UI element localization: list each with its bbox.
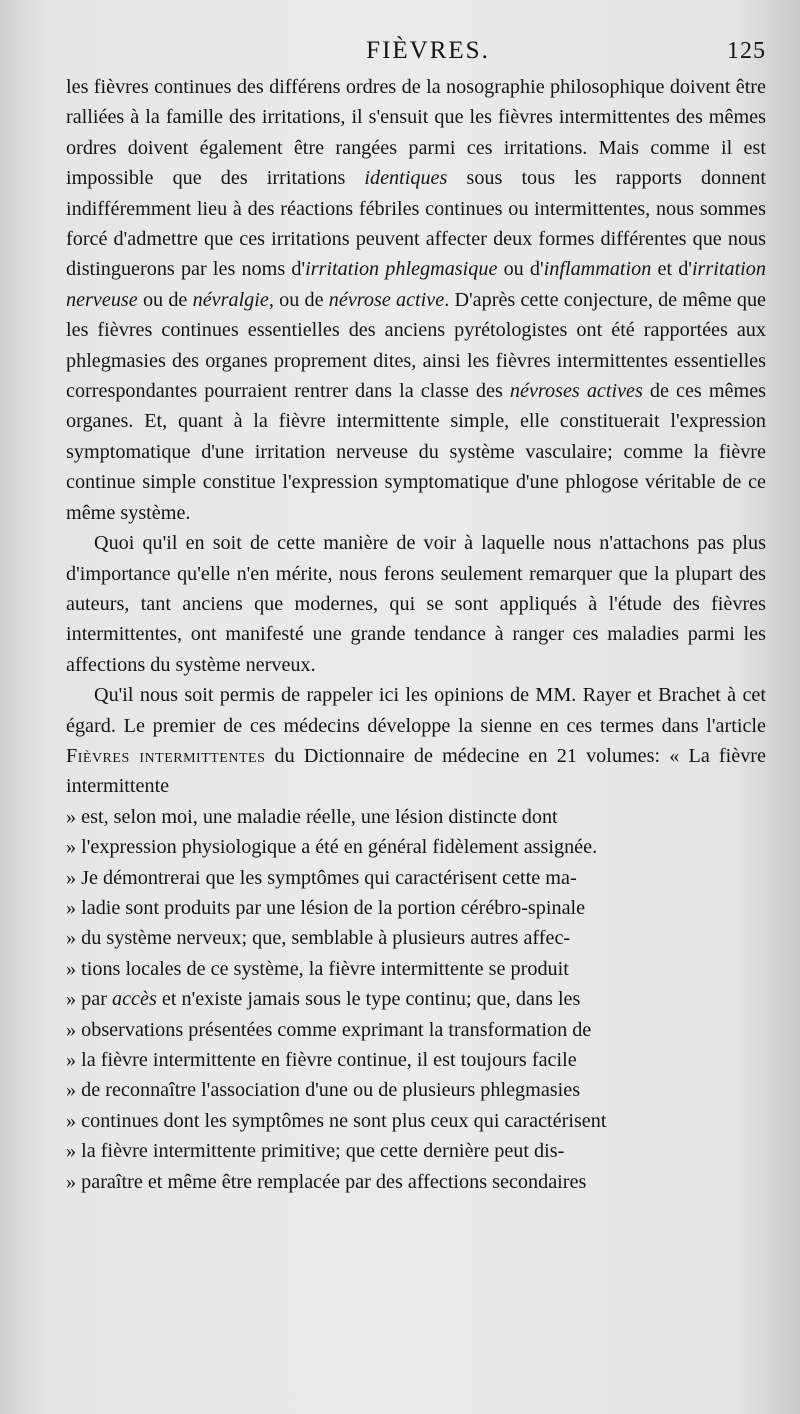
p1-text-6: , ou de (268, 288, 329, 311)
quote-line-acces (66, 984, 766, 1014)
quote-line: » Je démontrerai que les symptômes qui caractérisent cette ma- (66, 863, 766, 893)
quote-line: » tions locales de ce système, la fièvre intermittente se produit (66, 954, 766, 984)
paragraph-3 (66, 680, 766, 802)
body-text (66, 72, 766, 1197)
p1-text-1: les fièvres continues des différens ordres de la nosographie philosophique doivent être ralliées à la famille des irritations, il s'ensuit que les fièvres intermittentes des mêmes ordres doivent également être rangées parmi ces irritations. Mais comme il est impossible que des irritations (66, 76, 766, 190)
running-title: FIÈVRES. (366, 37, 490, 64)
quote-acces-before: par (81, 988, 112, 1011)
quote-line: » observations présentées comme exprimant la transformation de (66, 1015, 766, 1045)
quote-line: » est, selon moi, une maladie réelle, une lésion distincte dont (66, 802, 766, 832)
p1-text-5: ou de (137, 288, 193, 311)
p3-text-1: Qu'il nous soit permis de rappeler ici les opinions de MM. Rayer et Brachet à cet égard. Le premier de ces médecins développe la sienne en ces termes dans l'article (66, 684, 766, 737)
quotation-block (66, 802, 766, 1197)
page-number: 125 (727, 38, 766, 64)
p1-emphasis-inflammation: inflammation (543, 258, 652, 281)
paragraph-2: Quoi qu'il en soit de cette manière de voir à laquelle nous n'attachons pas plus d'importance qu'elle n'en mérite, nous ferons seulement remarquer que la plupart des auteurs, tant anciens que modernes, qui se sont appliqués à l'étude des fièvres intermittentes, ont manifesté une grande tendance à ranger ces maladies parmi les affections du système nerveux. (66, 532, 766, 676)
quote-line: » du système nerveux; que, semblable à plusieurs autres affec- (66, 923, 766, 953)
quote-line: » de reconnaître l'association d'une ou de plusieurs phlegmasies (66, 1075, 766, 1105)
p3-text-2: du Dictionnaire de médecine en 21 volumes: « La fièvre intermittente (66, 744, 766, 798)
p1-text-7: . D'après cette conjecture, de même que les fièvres continues essentielles des anciens pyrétologistes ont été rapportées aux phlegmasies des organes proprement dites, ainsi les fièvres intermittentes essentielles correspondantes pourraient rentrer dans la classe des (66, 288, 767, 403)
p1-emphasis-nevroses-actives: névroses actives (509, 380, 643, 403)
p3-article-title: Fièvres intermittentes (66, 744, 266, 767)
quote-line: » la fièvre intermittente en fièvre continue, il est toujours facile (66, 1045, 766, 1075)
p1-text-4: et d' (651, 258, 692, 281)
quote-emphasis-acces: accès (111, 988, 157, 1011)
quote-acces-after: et n'existe jamais sous le type continu; que, dans les (156, 988, 581, 1011)
p1-emphasis-irritation-phlegmasique: irritation phlegmasique (305, 258, 498, 281)
quote-line: » ladie sont produits par une lésion de la portion cérébro-spinale (66, 893, 766, 923)
page-header (66, 30, 766, 72)
p1-text-2: sous tous les rapports donnent indifféremment lieu à des réactions fébriles continues ou intermittentes, nous sommes forcé d'admettre que ces irritations peuvent affecter deux formes différentes que nous distinguerons par les noms d' (66, 167, 766, 281)
quote-line: » paraître et même être remplacée par des affections secondaires (66, 1167, 766, 1197)
p1-emphasis-irritation-nerveuse: irritation nerveuse (66, 258, 766, 311)
quote-line: » la fièvre intermittente primitive; que cette dernière peut dis- (66, 1136, 766, 1166)
p1-emphasis-nevrose-active: névrose active (328, 288, 445, 311)
paragraph-1 (66, 72, 766, 528)
p1-emphasis-identiques: identiques (364, 167, 448, 190)
p1-text-8: de ces mêmes organes. Et, quant à la fièvre intermittente simple, elle constituerait l'expression symptomatique d'une irritation nerveuse du système vasculaire; comme la fièvre continue simple constitue l'expression symptomatique d'une phlogose véritable de ce même système. (66, 380, 767, 524)
p1-emphasis-nevralgie: névralgie (192, 288, 269, 311)
quote-line: » l'expression physiologique a été en général fidèlement assignée. (66, 832, 766, 862)
quote-line: » continues dont les symptômes ne sont plus ceux qui caractérisent (66, 1106, 766, 1136)
p1-text-3: ou d' (497, 258, 544, 281)
